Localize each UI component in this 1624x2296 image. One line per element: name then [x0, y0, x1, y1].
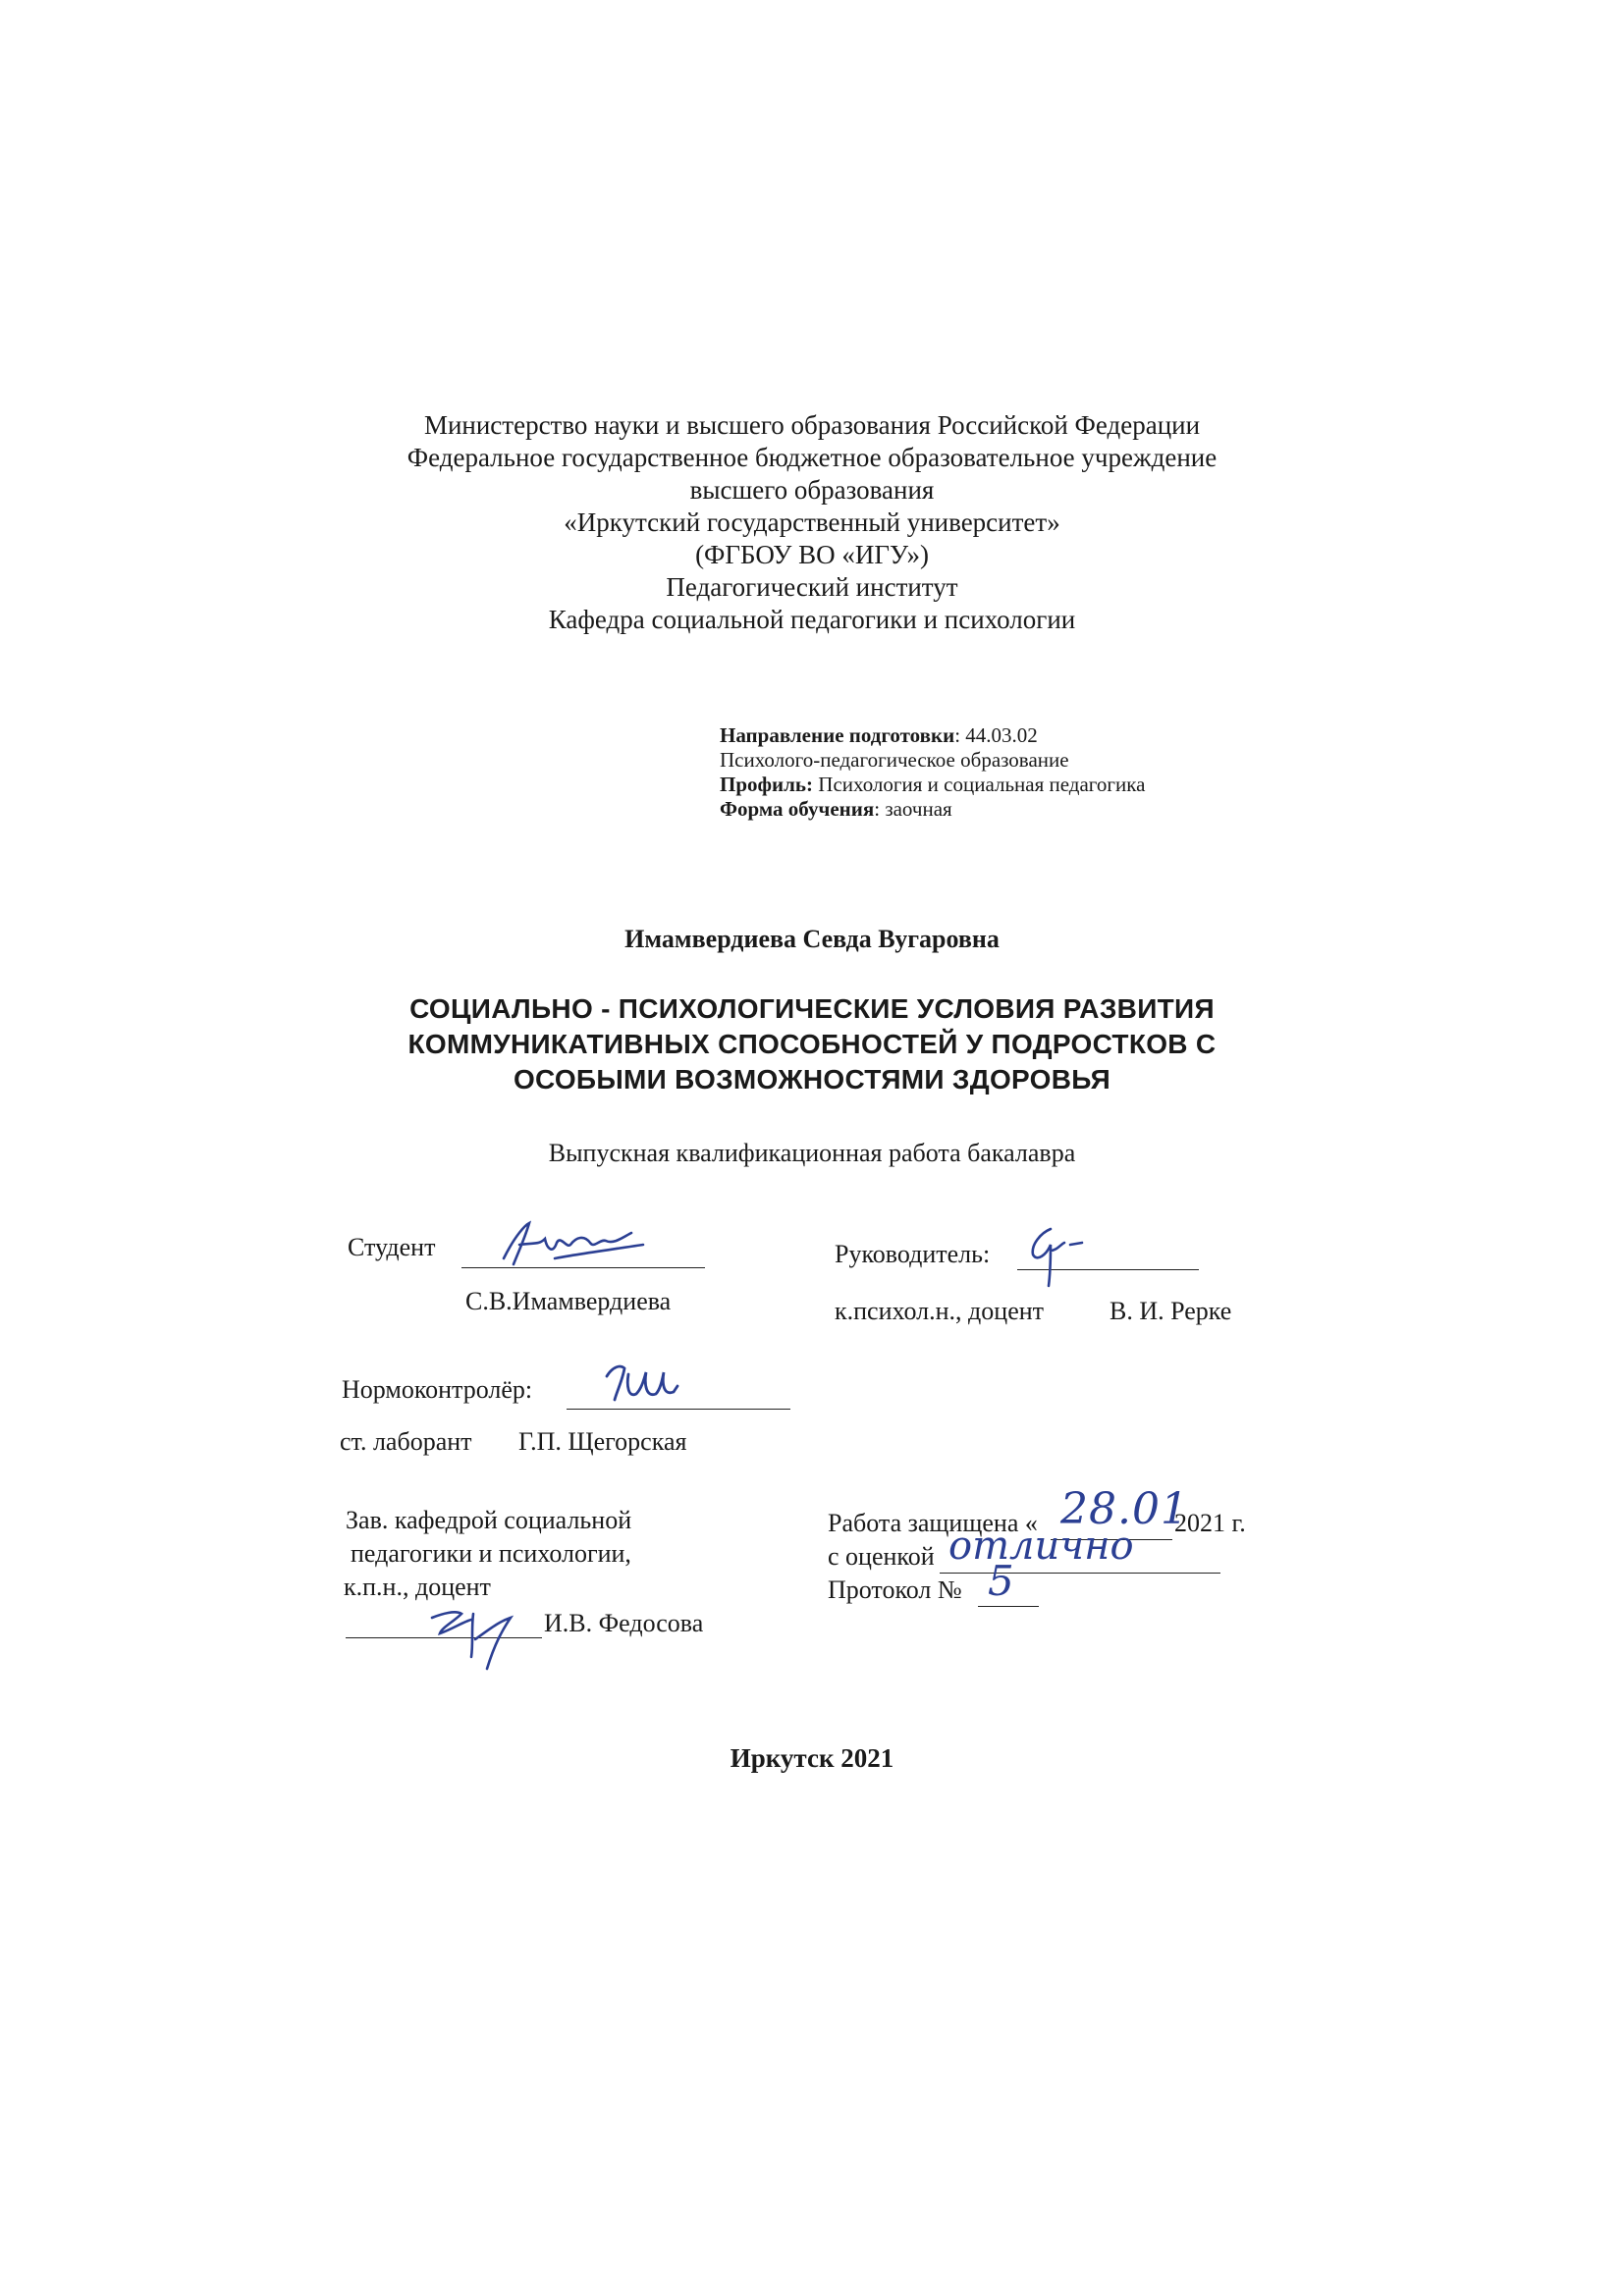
head-name: И.В. Федосова: [544, 1609, 704, 1637]
work-type: Выпускная квалификационная работа бакалавра: [548, 1139, 1076, 1167]
profile-value: Психология и социальная педагогика: [813, 773, 1146, 796]
direction-name: Психолого-педагогическое образование: [720, 748, 1069, 772]
form-label: Форма обучения: [720, 797, 875, 821]
form-value: : заочная: [874, 797, 952, 821]
city-year: Иркутск 2021: [730, 1743, 894, 1773]
defended-suffix: 2021 г.: [1174, 1509, 1246, 1537]
title-line-1: СОЦИАЛЬНО - ПСИХОЛОГИЧЕСКИЕ УСЛОВИЯ РАЗВИТИЯ: [409, 993, 1215, 1024]
defended-date-handwritten: 28.01: [1060, 1484, 1189, 1534]
direction-value: : 44.03.02: [954, 723, 1038, 747]
institute-line: Педагогический институт: [666, 572, 958, 602]
protocol-line: [978, 1606, 1039, 1607]
supervisor-name: В. И. Рерке: [1110, 1297, 1232, 1325]
student-signature: [496, 1215, 653, 1272]
author-name: Имамвердиева Севда Вугаровна: [624, 925, 1000, 953]
form-line: [720, 797, 952, 822]
title-line-3: ОСОБЫМИ ВОЗМОЖНОСТЯМИ ЗДОРОВЬЯ: [513, 1064, 1111, 1095]
grade-label: с оценкой: [828, 1542, 935, 1571]
university-name-line: «Иркутский государственный университет»: [564, 507, 1060, 537]
normcontrol-label: Нормоконтролёр:: [342, 1375, 533, 1404]
protocol-handwritten: 5: [988, 1557, 1014, 1605]
profile-label: Профиль:: [720, 773, 814, 796]
normcontrol-signature: [599, 1357, 717, 1412]
head-title-line-2: педагогики и психологии,: [351, 1539, 631, 1568]
university-abbr-line: (ФГБОУ ВО «ИГУ»): [695, 540, 929, 569]
grade-handwritten: отлично: [948, 1523, 1134, 1569]
normcontrol-position: ст. лаборант: [340, 1427, 472, 1456]
protocol-label: Протокол №: [828, 1575, 962, 1604]
direction-line: [720, 723, 1038, 748]
institution-type-line: Федеральное государственное бюджетное образовательное учреждение: [406, 443, 1218, 472]
supervisor-signature: [1021, 1215, 1100, 1294]
title-line-2: КОММУНИКАТИВНЫХ СПОСОБНОСТЕЙ У ПОДРОСТКОВ С: [407, 1029, 1217, 1059]
supervisor-label: Руководитель:: [835, 1240, 991, 1268]
direction-label: Направление подготовки: [720, 723, 955, 747]
defended-prefix: Работа защищена «: [828, 1509, 1038, 1537]
head-title-line-1: Зав. кафедрой социальной: [346, 1506, 632, 1534]
student-label: Студент: [348, 1233, 436, 1261]
head-title-line-3: к.п.н., доцент: [344, 1573, 491, 1601]
normcontrol-name: Г.П. Щегорская: [518, 1427, 687, 1456]
head-signature: [412, 1600, 530, 1679]
supervisor-degree: к.психол.н., доцент: [835, 1297, 1045, 1325]
student-name: С.В.Имамвердиева: [465, 1287, 672, 1315]
education-level-line: высшего образования: [689, 475, 935, 505]
grade-line: [940, 1573, 1220, 1574]
department-line: Кафедра социальной педагогики и психологии: [548, 605, 1076, 634]
ministry-line: Министерство науки и высшего образования Российской Федерации: [423, 410, 1201, 440]
profile-line: [720, 773, 1145, 797]
